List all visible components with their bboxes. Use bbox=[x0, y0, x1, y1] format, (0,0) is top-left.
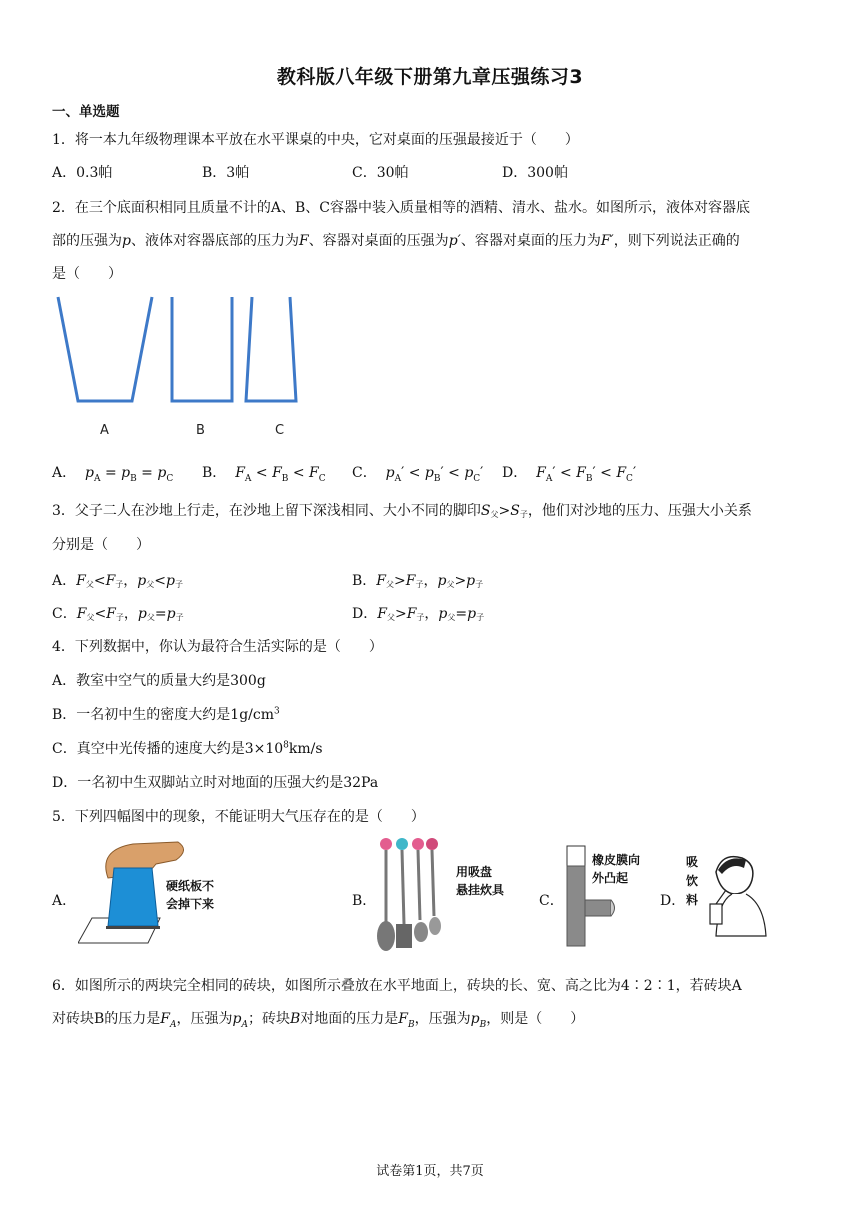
container-c bbox=[246, 297, 296, 401]
q6-stem-line1: 6．如图所示的两块完全相同的砖块，如图所示叠放在水平地面上，砖块的长、宽、高之比为4∶2∶1，若砖块A bbox=[52, 978, 742, 994]
q5-option-d[interactable]: D． bbox=[660, 893, 686, 909]
caption-d-line3: 料 bbox=[686, 893, 699, 907]
caption-d-line1: 吸 bbox=[686, 855, 699, 869]
label-c: C bbox=[275, 423, 285, 438]
caption-d-line2: 饮 bbox=[686, 874, 699, 888]
q5-stem: 5．下列四幅图中的现象，不能证明大气压存在的是（ ） bbox=[52, 809, 425, 825]
q5-option-a[interactable]: A． bbox=[52, 893, 77, 909]
q3-option-b[interactable]: B．F父>F子，p父>p子 bbox=[352, 573, 484, 589]
q3-option-c[interactable]: C．F父<F子，p父=p子 bbox=[52, 606, 184, 622]
q1-option-b[interactable]: B．3帕 bbox=[202, 165, 250, 181]
q2-stem-line3: 是（ ） bbox=[52, 266, 122, 282]
q1-option-a[interactable]: A．0.3帕 bbox=[52, 165, 113, 181]
label-a: A bbox=[100, 423, 109, 438]
suction-cup-utensils-figure bbox=[372, 832, 512, 954]
q3-option-a[interactable]: A．F父<F子，p父<p子 bbox=[52, 573, 183, 589]
drinking-straw-figure bbox=[682, 846, 772, 940]
q1-option-c[interactable]: C．30帕 bbox=[352, 165, 409, 181]
containers-figure bbox=[50, 293, 310, 443]
caption-a-line1: 硬纸板不 bbox=[166, 879, 215, 893]
caption-b-line2: 悬挂炊具 bbox=[456, 883, 505, 897]
q3-stem-line1: 3．父子二人在沙地上行走，在沙地上留下深浅相同、大小不同的脚印S父>S子，他们对沙地的压力、压强大小关系 bbox=[52, 503, 752, 519]
q2-option-a[interactable]: A． $p_A = p_B = p_C$ bbox=[52, 465, 174, 484]
caption-c-line2: 外凸起 bbox=[592, 871, 629, 885]
q5-option-b[interactable]: B． bbox=[352, 893, 377, 909]
q4-option-d[interactable]: D．一名初中生双脚站立时对地面的压强大约是32Pa bbox=[52, 775, 379, 791]
q4-option-c[interactable]: C．真空中光传播的速度大约是$3\times 10^8km/s$ bbox=[52, 740, 323, 757]
q1-stem: 1．将一本九年级物理课本平放在水平课桌的中央，它对桌面的压强最接近于（ ） bbox=[52, 132, 579, 148]
q2-stem-line1: 2．在三个底面积相同且质量不计的A、B、C容器中装入质量相等的酒精、清水、盐水。如图所示，液体对容器底 bbox=[52, 200, 751, 216]
page-footer: 试卷第1页，共7页 bbox=[376, 1164, 484, 1179]
q5-option-c[interactable]: C． bbox=[539, 893, 564, 909]
q2-option-d[interactable]: D． $F_A' < F_B' < F_C'$ bbox=[502, 465, 637, 484]
inverted-cup-figure bbox=[78, 838, 238, 950]
page-title: 教科版八年级下册第九章压强练习3 bbox=[276, 66, 584, 88]
q2-option-b[interactable]: B． $F_A < F_B < F_C$ bbox=[202, 465, 326, 484]
q4-option-b[interactable]: B．一名初中生的密度大约是$1g/cm^3$ bbox=[52, 706, 280, 723]
container-b bbox=[172, 297, 232, 401]
q1-option-d[interactable]: D．300帕 bbox=[502, 165, 568, 181]
q3-stem-line2: 分别是（ ） bbox=[52, 537, 150, 553]
q4-stem: 4．下列数据中，你认为最符合生活实际的是（ ） bbox=[52, 639, 383, 655]
label-b: B bbox=[196, 423, 205, 438]
q4-option-a[interactable]: A．教室中空气的质量大约是300g bbox=[52, 673, 266, 689]
q2-option-c[interactable]: C． $p_A' < p_B' < p_C'$ bbox=[352, 465, 484, 484]
caption-c-line1: 橡皮膜向 bbox=[592, 853, 641, 867]
caption-a-line2: 会掉下来 bbox=[166, 897, 215, 911]
q2-stem-line2: 部的压强为p、液体对容器底部的压力为F、容器对桌面的压强为p′、容器对桌面的压力为F′，则下列说法正确的 bbox=[52, 233, 740, 249]
q3-option-d[interactable]: D．F父>F子，p父=p子 bbox=[352, 606, 485, 622]
caption-b-line1: 用吸盘 bbox=[456, 865, 493, 879]
section-heading: 一、单选题 bbox=[52, 104, 120, 120]
q6-stem-line2: 对砖块B的压力是$F_A$，压强为$p_A$；砖块B对地面的压力是$F_B$，压强为$p_B$，则是（ ） bbox=[52, 1011, 585, 1030]
container-a bbox=[58, 297, 152, 401]
